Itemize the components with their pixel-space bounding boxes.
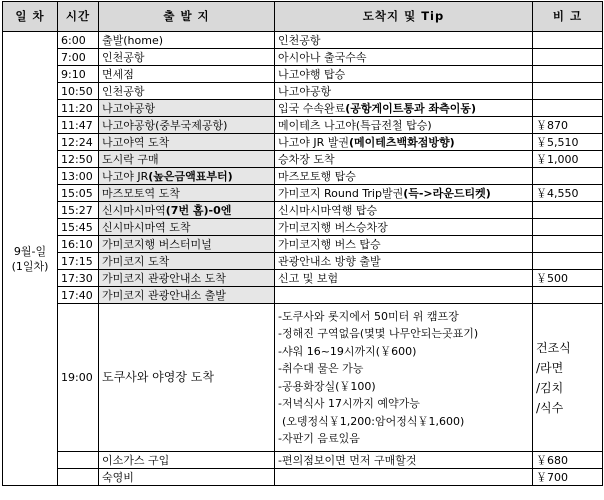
- time-cell: 15:27: [58, 202, 99, 219]
- destination-cell: [275, 287, 533, 304]
- destination-cell: 가미코지행 버스승차장: [275, 219, 533, 236]
- day-cell: 9월-일 (1일차): [3, 32, 58, 486]
- table-row: [3, 253, 603, 270]
- departure-cell: 신시마시마역(7번 홈)-0엔: [99, 202, 275, 219]
- departure-cell: 도쿠사와 야영장 도착: [99, 304, 275, 452]
- table-row: [3, 66, 603, 83]
- header-time: 시간: [58, 2, 99, 32]
- departure-cell: 면세점: [99, 66, 275, 83]
- note-cell: [533, 32, 603, 49]
- table-row: [3, 32, 603, 49]
- departure-cell: 가미코지행 버스터미널: [99, 236, 275, 253]
- destination-cell: 나고야공항: [275, 83, 533, 100]
- note-cell: [533, 168, 603, 185]
- table-row: [3, 49, 603, 66]
- destination-cell: 가미코지행 버스 탑승: [275, 236, 533, 253]
- supply-line: 건조식: [536, 340, 571, 355]
- camp-note-line: (오뎅정식￥1,200:암어정식￥1,600): [282, 414, 465, 428]
- time-cell: [58, 452, 99, 469]
- time-cell: 15:45: [58, 219, 99, 236]
- note-cell: ￥870: [533, 117, 603, 134]
- departure-cell: 도시락 구매: [99, 151, 275, 168]
- camp-supplies: [533, 304, 603, 452]
- note-cell: ￥500: [533, 270, 603, 287]
- table-row-camp: [3, 304, 603, 452]
- destination-cell: 아시아나 출국수속: [275, 49, 533, 66]
- camp-note-line: -공용화장실(￥100): [278, 379, 376, 393]
- departure-cell: 인천공항: [99, 49, 275, 66]
- time-cell: 19:00: [58, 304, 99, 452]
- time-cell: 11:20: [58, 100, 99, 117]
- departure-cell: 이소가스 구입: [99, 452, 275, 469]
- destination-cell: 입국 수속완료(공항게이트통과 좌측이동): [275, 100, 533, 117]
- time-cell: [58, 469, 99, 486]
- note-cell: [533, 219, 603, 236]
- time-cell: 13:00: [58, 168, 99, 185]
- time-cell: 11:47: [58, 117, 99, 134]
- departure-cell: 가미코지 관광안내소 출발: [99, 287, 275, 304]
- destination-cell: 나고야행 탑승: [275, 66, 533, 83]
- note-cell: ￥700: [533, 469, 603, 486]
- time-cell: 10:50: [58, 83, 99, 100]
- table-row: [3, 270, 603, 287]
- supply-line: /김치: [536, 380, 564, 395]
- time-cell: 6:00: [58, 32, 99, 49]
- destination-cell: 인천공항: [275, 32, 533, 49]
- departure-cell: 인천공항: [99, 83, 275, 100]
- itinerary-table: [2, 1, 603, 486]
- table-row: [3, 202, 603, 219]
- note-cell: [533, 66, 603, 83]
- table-row: [3, 469, 603, 486]
- note-cell: [533, 202, 603, 219]
- time-cell: 7:00: [58, 49, 99, 66]
- destination-cell: 나고야 JR 발권(메이테츠백화점방향): [275, 134, 533, 151]
- note-cell: [533, 100, 603, 117]
- camp-note-line: -도쿠사와 롯지에서 50미터 위 캠프장: [278, 309, 459, 323]
- departure-cell: 나고야공항(중부국제공항): [99, 117, 275, 134]
- camp-note-line: -자판기 음료있음: [278, 432, 360, 445]
- destination-cell: 메이테츠 나고야(특급전철 탑승): [275, 117, 533, 134]
- departure-cell: 마즈모토역 도착: [99, 185, 275, 202]
- departure-cell: 신시마시마역 도착: [99, 219, 275, 236]
- table-row: [3, 185, 603, 202]
- header-departure: 출 발 지: [99, 2, 275, 32]
- time-cell: 17:30: [58, 270, 99, 287]
- table-row: [3, 236, 603, 253]
- note-cell: ￥4,550: [533, 185, 603, 202]
- supply-line: /식수: [536, 400, 564, 415]
- departure-cell: 나고야 JR(높은금액표부터): [99, 168, 275, 185]
- supply-line: /라면: [536, 360, 564, 375]
- camp-note-line: -정해진 구역없음(몇몇 나무안되는곳표기): [278, 327, 479, 340]
- note-cell: ￥5,510: [533, 134, 603, 151]
- header-day: 일 차: [3, 2, 58, 32]
- note-cell: [533, 253, 603, 270]
- departure-cell: 가미코지 관광안내소 도착: [99, 270, 275, 287]
- table-row: [3, 83, 603, 100]
- destination-cell: 승차장 도착: [275, 151, 533, 168]
- table-row: [3, 151, 603, 168]
- header-row: [3, 2, 603, 32]
- note-cell: ￥1,000: [533, 151, 603, 168]
- table-row: [3, 134, 603, 151]
- table-row: [3, 117, 603, 134]
- note-cell: [533, 83, 603, 100]
- camp-notes: [275, 304, 533, 452]
- table-row: [3, 287, 603, 304]
- table-row: [3, 452, 603, 469]
- departure-cell: 숙영비: [99, 469, 275, 486]
- camp-note-line: -저녁식사 17시까지 예약가능: [278, 397, 420, 410]
- departure-cell: 나고야공항: [99, 100, 275, 117]
- header-destination: 도착지 및 Tip: [275, 2, 533, 32]
- destination-cell: 마즈모토행 탑승: [275, 168, 533, 185]
- time-cell: 17:15: [58, 253, 99, 270]
- time-cell: 16:10: [58, 236, 99, 253]
- note-cell: [533, 49, 603, 66]
- time-cell: 15:05: [58, 185, 99, 202]
- time-cell: 17:40: [58, 287, 99, 304]
- header-note: 비 고: [533, 2, 603, 32]
- time-cell: 9:10: [58, 66, 99, 83]
- table-row: [3, 168, 603, 185]
- destination-cell: 가미코지 Round Trip발권(득->라운드티켓): [275, 185, 533, 202]
- note-cell: ￥680: [533, 452, 603, 469]
- destination-cell: 신고 및 보험: [275, 270, 533, 287]
- destination-cell: -편의점보이면 먼저 구매할것: [275, 452, 533, 469]
- time-cell: 12:24: [58, 134, 99, 151]
- table-row: [3, 100, 603, 117]
- camp-note-line: -샤워 16~19시까지(￥600): [278, 344, 417, 358]
- note-cell: [533, 287, 603, 304]
- departure-cell: 가미코지 도착: [99, 253, 275, 270]
- destination-cell: 관광안내소 방향 출발: [275, 253, 533, 270]
- camp-note-line: -취수대 물은 가능: [278, 362, 364, 375]
- note-cell: [533, 236, 603, 253]
- destination-cell: [275, 469, 533, 486]
- departure-cell: 출발(home): [99, 32, 275, 49]
- destination-cell: 신시마시마역행 탑승: [275, 202, 533, 219]
- table-row: [3, 219, 603, 236]
- departure-cell: 나고야역 도착: [99, 134, 275, 151]
- time-cell: 12:50: [58, 151, 99, 168]
